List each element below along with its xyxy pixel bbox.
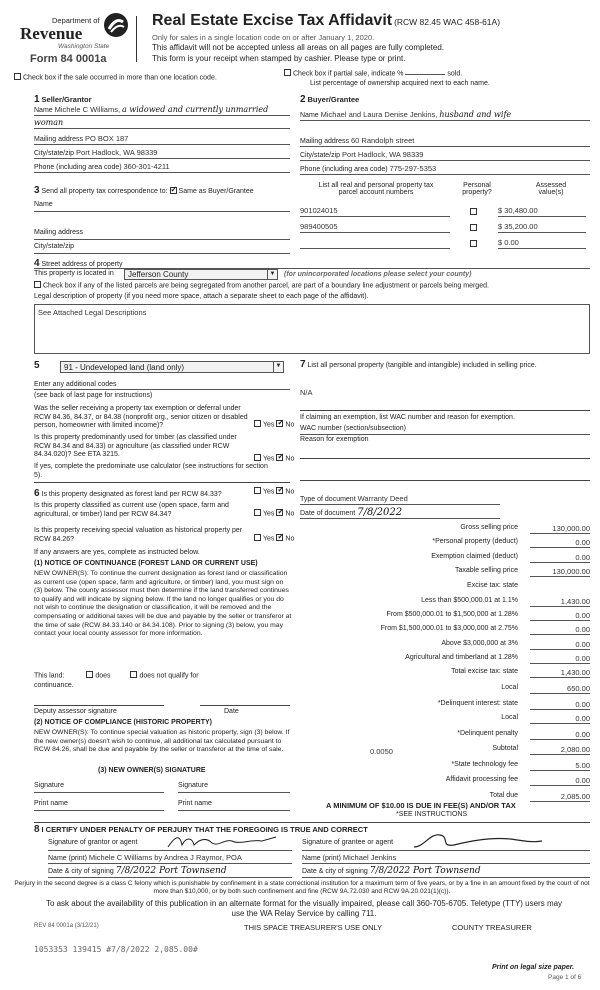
historic-question: Is this property receiving special valuation as historical property per RCW 84.26? (34, 527, 243, 543)
partial-sale-check[interactable]: Check box if partial sale, indicate % sold. (284, 70, 462, 77)
agency-label: Revenue (20, 24, 83, 43)
calc-label: Less than $500,000.01 at 1.1% (421, 597, 518, 604)
land-use-select[interactable]: 91 - Undeveloped land (land only) ▼ (60, 361, 284, 373)
additional-codes-field[interactable]: Enter any additional codes (34, 381, 290, 390)
calc-value[interactable]: 2,080.00 (530, 745, 590, 755)
calc-row (300, 761, 590, 771)
county-note: (for unincorporated locations please select your county) (284, 271, 472, 278)
calc-row (300, 524, 590, 534)
calc-row (300, 582, 590, 592)
calc-value[interactable]: 0.00 (530, 640, 590, 650)
calc-row (300, 745, 590, 755)
calc-row (300, 668, 590, 678)
personal-check[interactable] (470, 208, 477, 215)
legal-desc-field[interactable]: See Attached Legal Descriptions (34, 304, 590, 354)
see-instructions: *SEE INSTRUCTIONS (396, 811, 468, 818)
calc-row (300, 700, 590, 710)
calc-label: Local (501, 714, 518, 721)
calc-label: *State technology fee (451, 761, 518, 768)
legal-desc-label: Legal description of property (if you need more space, attach a separate sheet to each page of the affidavit). (34, 293, 369, 300)
calc-value[interactable]: 1,430.00 (530, 668, 590, 678)
county-treasurer: COUNTY TREASURER (452, 923, 532, 932)
wac-field[interactable]: WAC number (section/subsection) (300, 425, 590, 435)
owner-sig-2[interactable]: Signature (178, 782, 290, 793)
certify-text: I CERTIFY UNDER PENALTY OF PERJURY THAT THE FOREGOING IS TRUE AND CORRECT (41, 825, 368, 834)
historic-answer[interactable]: Yes✓ No (254, 535, 294, 542)
local-rate[interactable]: 0.0050 (370, 747, 393, 756)
compliance-text: NEW OWNER(S): To continue special valuation as historic property, sign (3) below. If the new owner(s) doesn't wish to continue, all additional tax calculated pursuant to RCW 84.26, shall be due and payable by the seller or transferor at the time of sale. (34, 729, 290, 754)
calc-label: From $1,500,000.01 to $3,000,000 at 2.75% (380, 625, 518, 632)
state-label: Washington State (58, 43, 110, 50)
calc-value[interactable]: 650.00 (530, 684, 590, 694)
calc-value[interactable]: 0.00 (530, 553, 590, 563)
calc-label: From $500,000.01 to $1,500,000 at 1.28% (386, 611, 518, 618)
segregated-check[interactable]: Check box if any of the listed parcels are being segregated from another parcel, are part of a boundary line adjustment or parcels being merged. (34, 282, 489, 289)
calc-row (300, 730, 590, 740)
cashier-stamp: 1053353 139415 #7/8/2022 2,085.00# (34, 945, 198, 954)
doc-date-field[interactable]: Date of document 7/8/2022 (300, 507, 500, 519)
sec3-label: 3 Send all property tax correspondence to: ✓ Same as Buyer/Grantee (34, 185, 254, 196)
timber-answer[interactable]: Yes✓ No (254, 455, 294, 462)
seller-title: Seller/Grantor (41, 95, 92, 104)
county-row: This property is located in (34, 270, 114, 277)
county-select[interactable]: Jefferson County ▼ (124, 269, 278, 280)
continuance-title: (1) NOTICE OF CONTINUANCE (FOREST LAND OR CURRENT USE) (34, 560, 258, 567)
calc-label: Local (501, 684, 518, 691)
form-title: Real Estate Excise Tax Affidavit (RCW 82.45 WAC 458-61A) (152, 12, 501, 29)
revision: REV 84 0001a (3/12/21) (34, 923, 99, 929)
calc-row (300, 553, 590, 563)
personal-check[interactable] (470, 240, 477, 247)
seller-city-field[interactable]: City/state/zip Port Hadlock, WA 98339 (34, 148, 290, 159)
seller-phone-field[interactable]: Phone (including area code) 360-301-4211 (34, 162, 290, 173)
grantor-sig-field[interactable]: Signature of grantor or agent (48, 839, 292, 851)
table-row: $ 0.00 (300, 236, 590, 252)
parcel-table (300, 204, 590, 252)
forest-answer[interactable]: Yes✓ No (254, 488, 294, 495)
sec3-mail-field[interactable]: Mailing address (34, 229, 290, 240)
seller-name-field[interactable]: Name Michele C Williams, a widowed and currently unmarried (34, 105, 290, 116)
calc-label: Exemption claimed (deduct) (431, 553, 518, 560)
exemption-question: Was the seller receiving a property tax exemption or deferral under RCW 84.36, 84.37, or 84.38 (nonprofit org., senior citizen or disabled person, homeowner with limited income)? (34, 405, 248, 429)
calc-row (300, 776, 590, 786)
grantee-name-field[interactable]: Name (print) Michael Jenkins (302, 853, 590, 864)
new-owner-title: (3) NEW OWNER(S) SIGNATURE (98, 767, 206, 774)
min-note: A MINIMUM OF $10.00 IS DUE IN FEE(S) AND/OR TAX (326, 801, 516, 810)
sec3-city-field[interactable]: City/state/zip (34, 243, 290, 254)
calc-label: Total excise tax: state (451, 668, 518, 675)
accessibility-notice: To ask about the availability of this publication in an alternate format for the visually impaired, please call 360-705-6705. Teletype (TTY) users may use the WA Relay Service by calling 711. (45, 899, 563, 918)
calc-label: Taxable selling price (454, 567, 518, 574)
logo-icon (104, 13, 128, 37)
multi-location-check[interactable]: Check box if the sale occurred in more than one location code. (14, 74, 217, 81)
personal-col-header: Personal property? (462, 182, 492, 196)
timber-question: Is this property predominantly used for timber (as classified under RCW 84.34 and 84.33) or agriculture (as classified under RCW 84.34.020)? See ETA 3215. (34, 434, 237, 458)
calc-value[interactable]: 0.00 (530, 730, 590, 740)
calc-row (300, 597, 590, 607)
does-check[interactable] (86, 671, 93, 678)
calc-row (300, 640, 590, 650)
form-number: Form 84 0001a (30, 53, 107, 65)
calc-label: Excise tax: state (467, 582, 518, 589)
buyer-city-field[interactable]: City/state/zip Port Hadlock, WA 98339 (300, 150, 590, 161)
this-land-row: This land: does does not qualify for (34, 672, 199, 680)
doc-type-field[interactable]: Type of document Warranty Deed (300, 494, 500, 505)
compliance-title: (2) NOTICE OF COMPLIANCE (HISTORIC PROPERTY) (34, 719, 212, 726)
calc-row (300, 611, 590, 621)
calc-value[interactable]: 0.00 (530, 625, 590, 635)
calc-value[interactable]: 0.00 (530, 714, 590, 724)
calc-value[interactable]: 0.00 (530, 700, 590, 710)
same-as-buyer-check[interactable] (170, 187, 177, 194)
calc-value[interactable]: 2,085.00 (530, 792, 590, 802)
page-number: Page 1 of 6 (548, 974, 582, 981)
calc-value[interactable]: 5.00 (530, 761, 590, 771)
treasurer-use: THIS SPACE TREASURER'S USE ONLY (244, 923, 383, 932)
grantee-sig-field[interactable]: Signature of grantee or agent (302, 839, 590, 851)
calc-row (300, 684, 590, 694)
grantee-date-field[interactable]: Date & city of signing 7/8/2022 Port Townsend (302, 866, 590, 878)
owner-sig-1[interactable]: Signature (34, 782, 164, 793)
calc-label: Affidavit processing fee (445, 776, 518, 783)
calc-row (300, 625, 590, 635)
chevron-down-icon: ▼ (267, 270, 277, 279)
buyer-name-field[interactable]: Name Michael and Laura Denise Jenkins, husband and wife (300, 110, 590, 121)
table-row: 901024015 $ 30,480.00 (300, 204, 590, 220)
calc-value[interactable]: 0.00 (530, 611, 590, 621)
calc-value[interactable]: 0.00 (530, 538, 590, 548)
seller-mail-field[interactable]: Mailing address PO BOX 187 (34, 134, 290, 145)
buyer-title: Buyer/Grantee (307, 95, 360, 104)
legal-paper-note: Print on legal size paper. (492, 964, 575, 971)
owner-print-2[interactable]: Print name (178, 800, 290, 811)
calc-label: Gross selling price (460, 524, 518, 531)
chevron-down-icon: ▼ (273, 362, 283, 372)
calc-label: Agricultural and timberland at 1.28% (405, 654, 518, 661)
calc-row (300, 538, 590, 548)
current-use-question: Is this property classified as current use (open space, farm and agricultural, or timber) land per RCW 84.34? (34, 502, 229, 518)
table-row: 989400505 $ 35,200.00 (300, 220, 590, 236)
personal-property-value[interactable]: N/A (300, 388, 313, 397)
buyer-mail-field[interactable]: Mailing address 60 Randolph street (300, 136, 590, 147)
grantee-signature (410, 829, 550, 851)
personal-check[interactable] (470, 224, 477, 231)
sec7-label: 7 List all personal property (tangible and intangible) included in selling price. (300, 359, 537, 370)
calc-value[interactable]: 0.00 (530, 654, 590, 664)
buyer-phone-field[interactable]: Phone (including area code) 775-297-5353 (300, 164, 590, 175)
subtitle-1: Only for sales in a single location code on or after January 1, 2020. (152, 33, 375, 42)
owner-print-1[interactable]: Print name (34, 800, 164, 811)
calc-row (300, 567, 590, 577)
continuance-text: NEW OWNER(S): To continue the current designation as forest land or classification as current use (open space, farm and agriculture, or timber) land, you must sign on (3) below. The county assessor must then determine if the land transferred continues to qualify and will indicate by signing below. If the land no longer qualifies or you do not wish to continue the designation or classification, it will be removed and the compensating or additional taxes will be due and payable by the seller or transferor at the time of sale (RCW 84.33.140 or 84.34.108). Prior to signing (3) below, you may contact your local county assessor for more information. (34, 570, 292, 638)
forest-question: 6 Is this property designated as forest land per RCW 84.33? (34, 488, 222, 499)
subtitle-3: This form is your receipt when stamped by cashier. Please type or print. (152, 54, 406, 63)
grantor-signature (166, 833, 286, 851)
calc-value[interactable]: 130,000.00 (530, 567, 590, 577)
calc-label: *Personal property (deduct) (432, 538, 518, 545)
grantor-name-field[interactable]: Name (print) Michele C Williams by Andrea J Raymor, POA (48, 853, 292, 864)
street-address-field[interactable]: 4 Street address of property (34, 258, 590, 269)
sec3-name-field[interactable]: Name (34, 201, 290, 212)
calc-value[interactable]: 130,000.00 (530, 524, 590, 534)
subtitle-2: This affidavit will not be accepted unless all areas on all pages are fully completed. (152, 43, 445, 52)
calc-value[interactable]: 1,430.00 (530, 597, 590, 607)
calc-value[interactable]: 0.00 (530, 776, 590, 786)
calc-label: *Delinquent interest: state (437, 700, 518, 707)
calc-row (300, 714, 590, 724)
exemption-answer[interactable]: Yes✓ No (254, 421, 294, 428)
partial-note: List percentage of ownership acquired next to each name. (310, 80, 490, 87)
seller-name-cont: woman (34, 118, 290, 129)
calc-row (300, 654, 590, 664)
perjury-notice: Perjury in the second degree is a class C felony which is punishable by confinement in a state correctional institution for a maximum term of five years, or by a fine in an amount fixed by the court of not more than $10,000, or by both such confinement and fine (RCW 9A.72.030 and RCW 9A.20.021(1)(c)). (14, 880, 590, 895)
calc-label: Subtotal (492, 745, 518, 752)
logo (14, 10, 132, 70)
calc-label: *Delinquent penalty (457, 730, 518, 737)
parcel-col-header: List all real and personal property tax parcel account numbers (318, 182, 434, 196)
assessed-col-header: Assessed value(s) (535, 182, 567, 196)
calc-label: Total due (489, 792, 518, 799)
calc-label: Above $3,000,000 at 3% (441, 640, 518, 647)
dept-label: Department of (52, 16, 100, 25)
grantor-date-field[interactable]: Date & city of signing 7/8/2022 Port Townsend (48, 866, 292, 878)
current-use-answer[interactable]: Yes✓ No (254, 510, 294, 517)
does-not-check[interactable] (130, 671, 137, 678)
